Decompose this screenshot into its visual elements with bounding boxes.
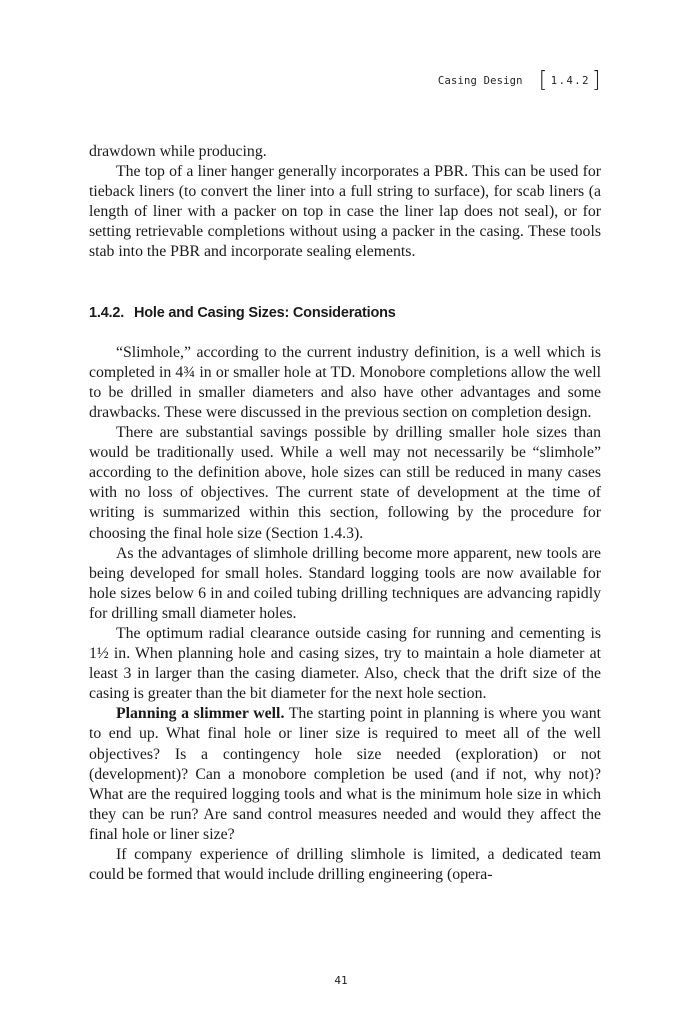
running-head bbox=[438, 70, 604, 92]
paragraph-slimhole-definition: “Slimhole,” according to the current industry definition, is a well which is completed in 4¾ in or smaller hole at TD. Monobore completions allow the well to be drilled in smaller diameters and also have other advantages and some drawbacks. These were discussed in the previous section on completion design. bbox=[89, 343, 601, 421]
paragraph-savings: There are substantial savings possible by drilling smaller hole sizes than would be traditionally used. While a well may not necessarily be “slimhole” according to the definition above, hole sizes can still be reduced in many cases with no loss of objectives. The current state of development at the time of writing is summarized within this section, following by the procedure for choosing the final hole size (Section 1.4.3). bbox=[89, 424, 601, 542]
running-head-section bbox=[537, 70, 604, 92]
section-heading bbox=[89, 303, 601, 323]
section-heading-number: 1.4.2. bbox=[89, 304, 125, 321]
section-number: 1.4.2 bbox=[550, 75, 590, 87]
right-bracket: ] bbox=[591, 68, 602, 93]
page-number: 41 bbox=[334, 974, 348, 987]
paragraph-pbr: The top of a liner hanger generally incorporates a PBR. This can be used for tieback liners (to convert the liner into a full string to surface), for scab liners (a length of liner with a packer on top in case the liner lap does not seal), or for setting retrievable completions without using a packer in the casing. These tools stab into the PBR and incorporate sealing elements. bbox=[89, 163, 601, 261]
paragraph-continuation: drawdown while producing. bbox=[89, 143, 267, 160]
paragraph-planning bbox=[89, 704, 601, 845]
paragraph-clearance: The optimum radial clearance outside casing for running and cementing is 1½ in. When planning hole and casing sizes, try to maintain a hole diameter at least 3 in larger than the casing diameter. Also, check that the drift size of the casing is greater than the bit diameter for the next hole section. bbox=[89, 624, 601, 703]
section-heading-title: Hole and Casing Sizes: Considerations bbox=[133, 304, 396, 321]
left-bracket: [ bbox=[538, 68, 549, 93]
paragraph-team: If company experience of drilling slimhole is limited, a dedicated team could be formed that would include drilling engineering (opera- bbox=[89, 846, 601, 884]
body-text bbox=[89, 142, 601, 885]
paragraph-tools: As the advantages of slimhole drilling become more apparent, new tools are being developed for small holes. Standard logging tools are now available for hole sizes below 6 in and coiled tubing drilling techniques are advancing rapidly for drilling small diameter holes. bbox=[89, 544, 601, 622]
planning-run-in-heading: Planning a slimmer well. bbox=[116, 705, 285, 723]
planning-text: The starting point in planning is where you want to end up. What final hole or liner size is required to meet all of the well objectives? Is a contingency hole size needed (exploration) or not (development)? Can a monobore completion be used (and if not, why not)? What are the required logging tools and what is the minimum hole size in which they can be run? Are sand control measures needed and would they affect the final hole or liner size? bbox=[89, 705, 601, 843]
running-head-title: Casing Design bbox=[437, 75, 523, 87]
